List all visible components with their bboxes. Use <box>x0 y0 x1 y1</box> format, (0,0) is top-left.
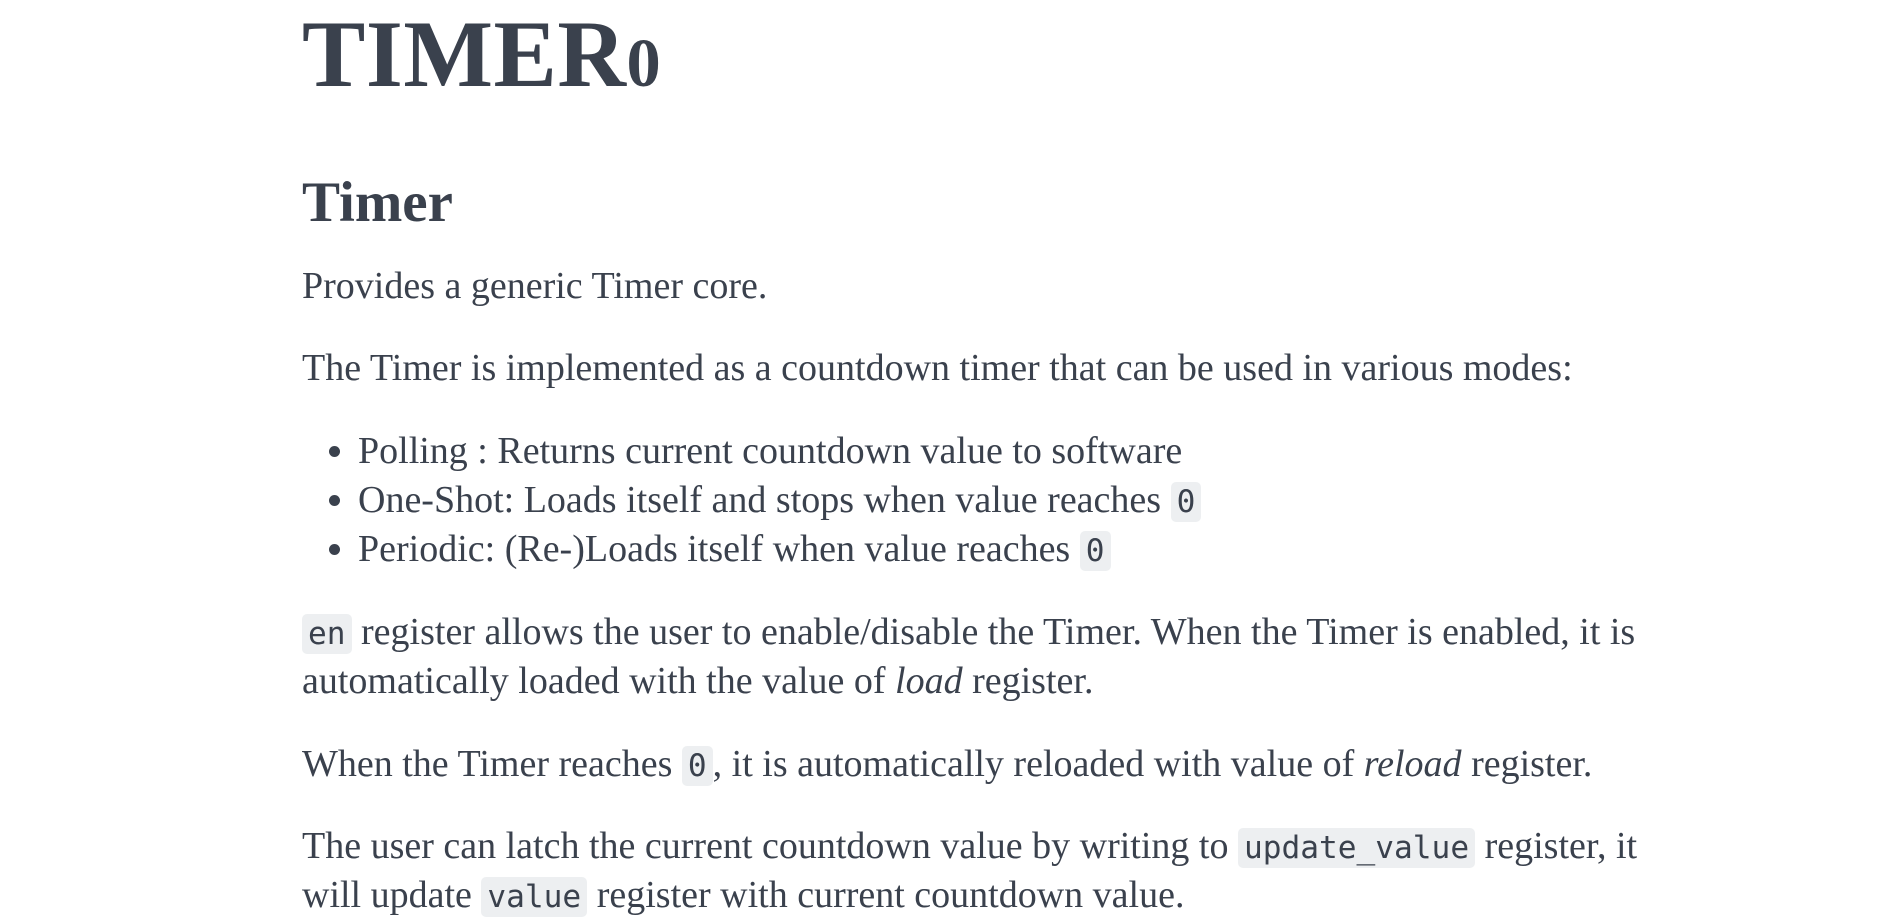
latch-paragraph <box>302 822 1860 921</box>
enable-paragraph-line2a: automatically loaded with the value of <box>302 660 896 703</box>
inline-code-zero: 0 <box>1171 482 1202 522</box>
page-title <box>302 0 1860 109</box>
list-item-polling <box>358 427 1860 476</box>
reload-paragraph-text2: , it is automatically reloaded with value of <box>712 742 1364 785</box>
inline-code-en: en <box>302 614 352 654</box>
intro-paragraph: Provides a generic Timer core. <box>302 264 768 307</box>
page-title-oldstyle-zero: 0 <box>626 25 662 101</box>
list-item-polling-text: Polling : Returns current countdown value to software <box>358 429 1183 472</box>
emphasis-reload-register: reload <box>1363 742 1462 785</box>
modes-intro-paragraph: The Timer is implemented as a countdown timer that can be used in various modes: <box>302 347 1573 390</box>
reload-paragraph <box>302 740 1860 789</box>
reload-paragraph-text1: When the Timer reaches <box>302 742 682 785</box>
list-item-periodic-text: Periodic: (Re-)Loads itself when value reaches <box>358 528 1080 571</box>
list-item-one-shot <box>358 476 1860 525</box>
inline-code-zero: 0 <box>1080 531 1111 571</box>
enable-paragraph-line2b: register. <box>962 660 1094 703</box>
emphasis-load-register: load <box>895 660 963 703</box>
inline-code-value: value <box>481 877 587 917</box>
list-item-one-shot-text: One-Shot: Loads itself and stops when value reaches <box>358 478 1171 521</box>
enable-paragraph-line1: register allows the user to enable/disable the Timer. When the Timer is enabled, it is <box>351 610 1636 653</box>
inline-code-update-value: update_value <box>1238 828 1475 868</box>
section-heading-timer: Timer <box>302 171 453 235</box>
enable-paragraph <box>302 608 1860 707</box>
list-item-periodic <box>358 525 1860 574</box>
reload-paragraph-text3: register. <box>1461 742 1593 785</box>
modes-list <box>302 427 1860 575</box>
latch-paragraph-line1a: The user can latch the current countdown value by writing to <box>302 824 1238 867</box>
latch-paragraph-line1b: register, it <box>1475 824 1638 867</box>
inline-code-zero: 0 <box>682 746 713 786</box>
latch-paragraph-line2b: register with current countdown value. <box>587 874 1185 917</box>
latch-paragraph-line2a: will update <box>302 874 482 917</box>
page-title-text: TIMER <box>302 1 627 107</box>
